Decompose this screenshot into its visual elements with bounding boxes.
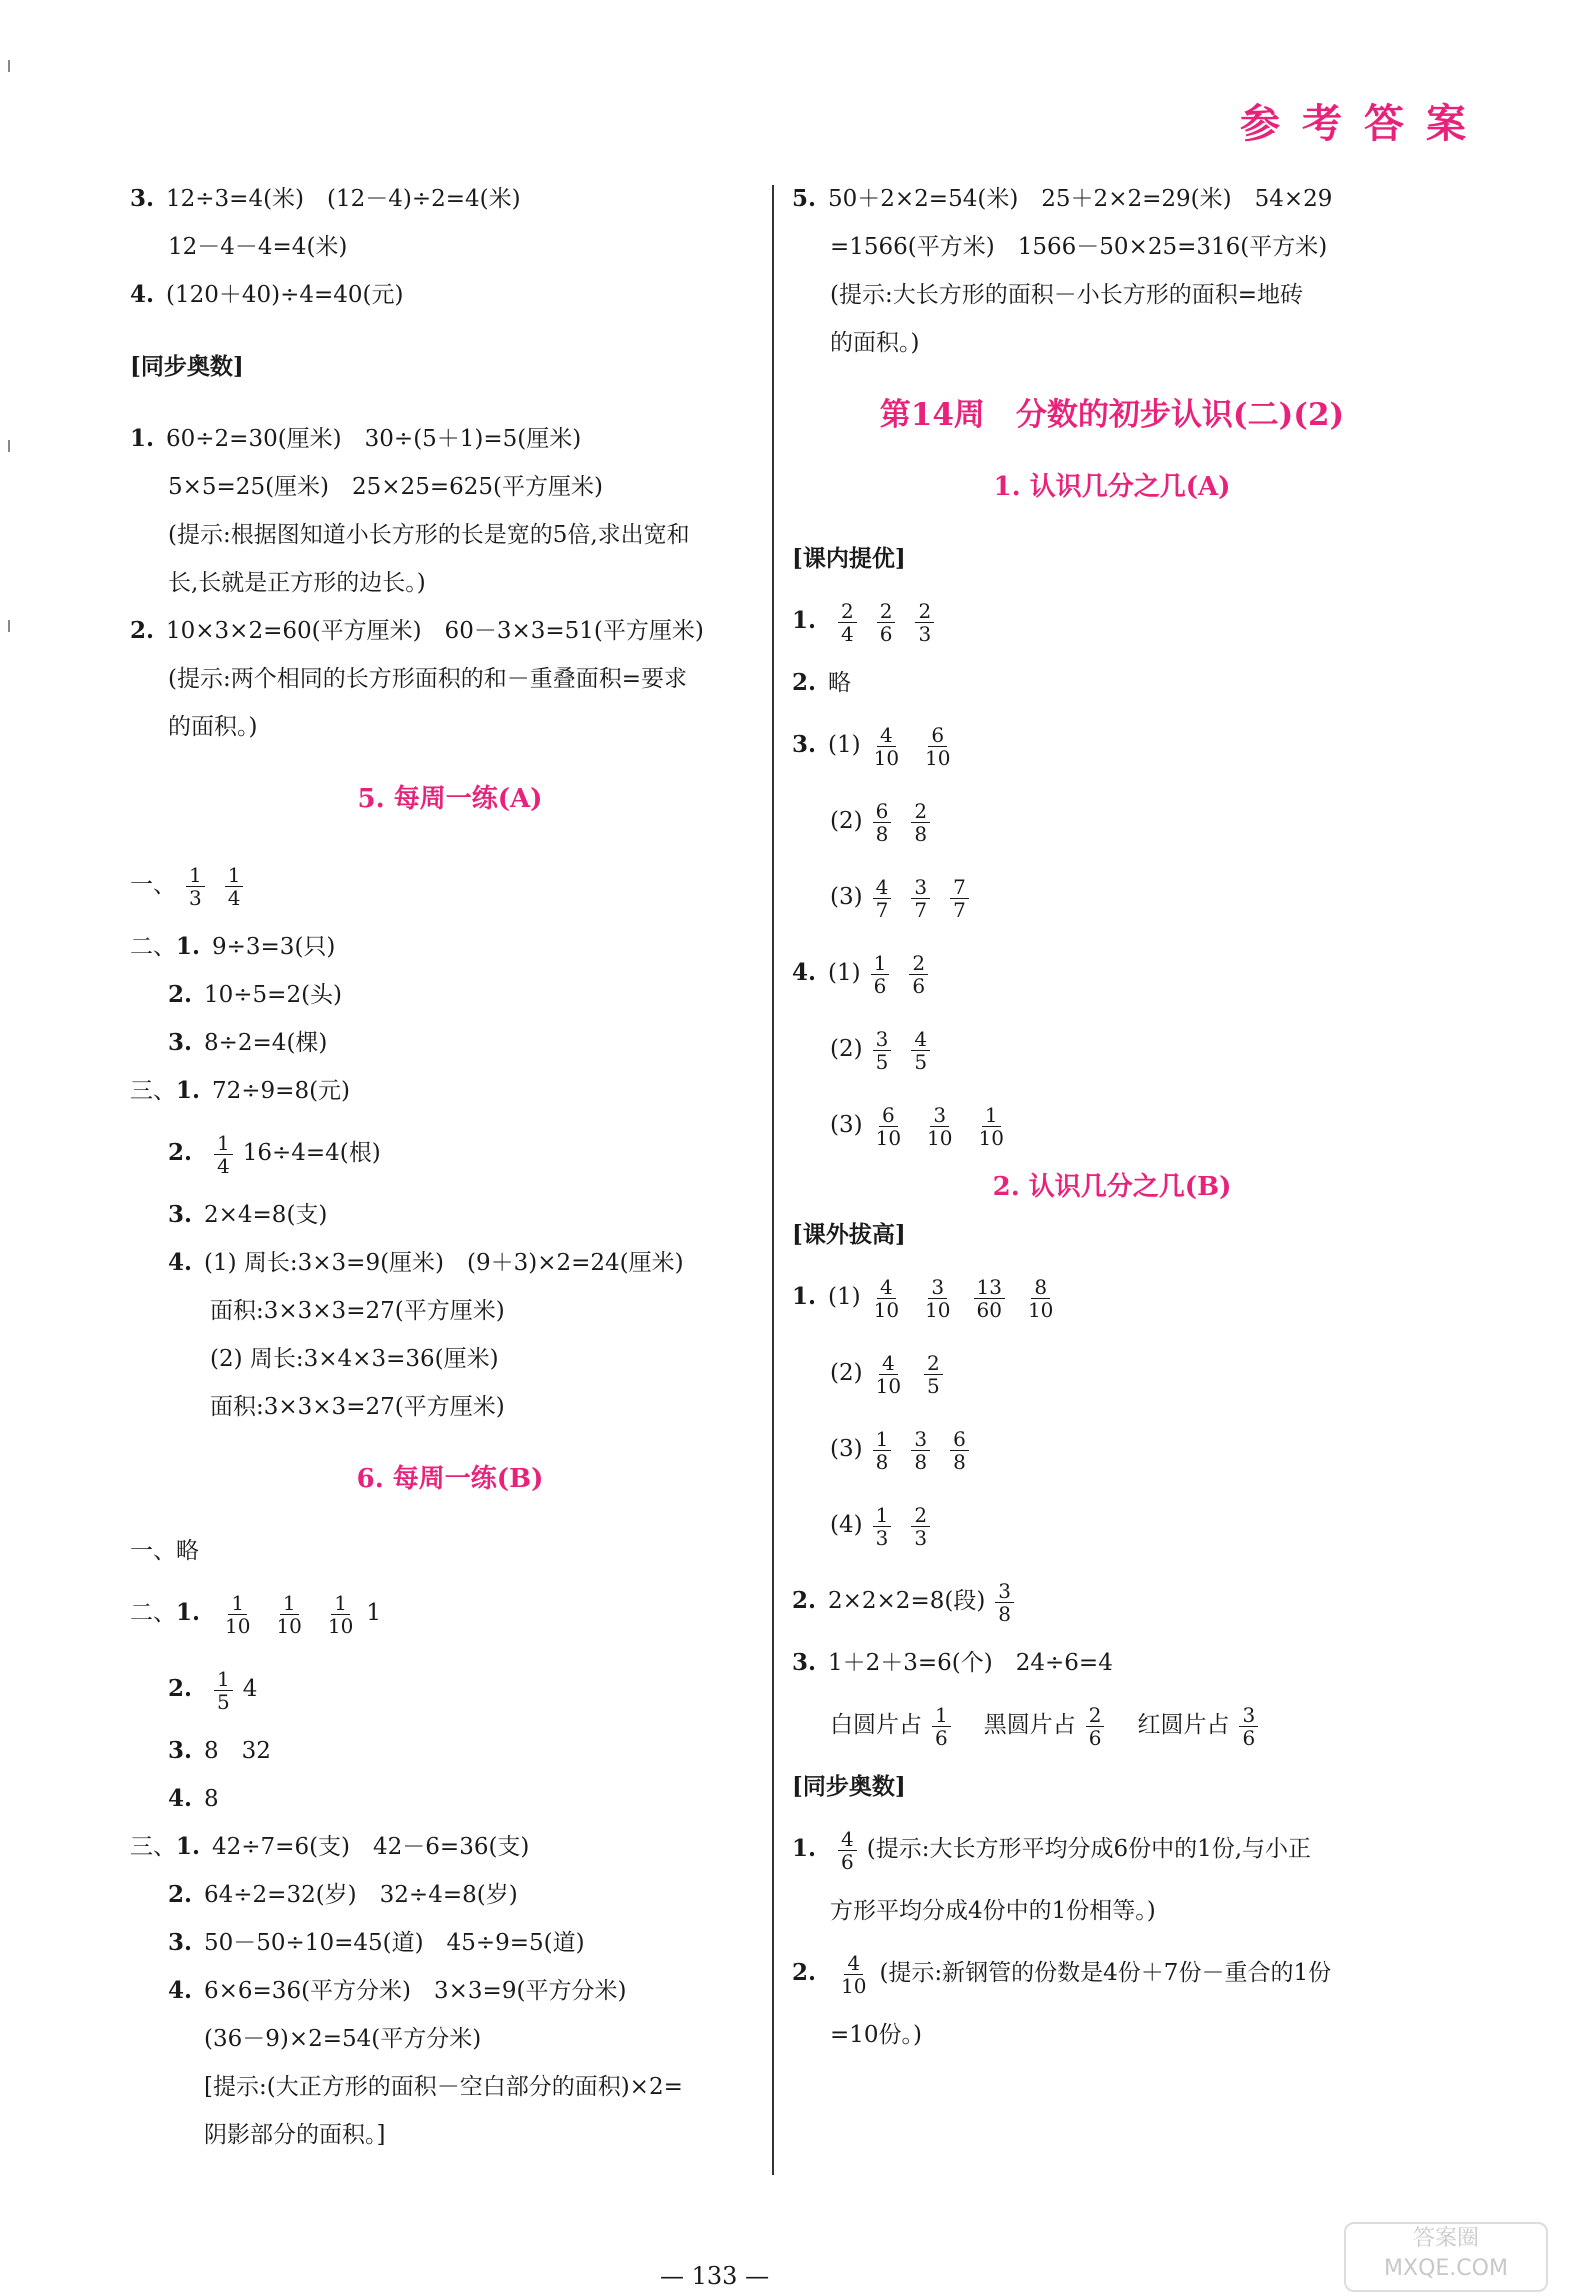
answer-line: 一、 $\frac{1}{3}$ $\frac{1}{4}$ <box>130 847 770 923</box>
section-title: 2. 认识几分之几(B) <box>992 1172 1232 1202</box>
answer-line: 2. $\frac{1}{5}$ 4 <box>168 1666 258 1714</box>
section-title: 1. 认识几分之几(A) <box>993 472 1231 502</box>
hint-line: (提示:两个相同的长方形面积的和－重叠面积=要求 <box>168 666 687 692</box>
answer-line: 1. $\frac{4}{6}$ (提示:大长方形平均分成6份中的1份,与小正 <box>792 1826 1312 1874</box>
answer-line: 3. 1＋2＋3=6(个) 24÷6=4 <box>792 1649 1113 1676</box>
answer-line: 4. 8 <box>168 1785 219 1812</box>
fraction: $\frac{6}{10}$ <box>875 1102 902 1150</box>
fraction: $\frac{2}{5}$ <box>924 1352 943 1397</box>
fraction: $\frac{13}{60}$ <box>974 1276 1005 1321</box>
page-number: — 133 — <box>660 2262 770 2290</box>
answer-line: 3. 50－50÷10=45(道) 45÷9=5(道) <box>168 1929 585 1956</box>
answer-line: 3. 2×4=8(支) <box>168 1201 328 1228</box>
section-title: 6. 每周一练(B) <box>356 1464 544 1494</box>
fraction: $\frac{2}{3}$ <box>915 600 934 645</box>
answer-line: (2) 周长:3×4×3=36(厘米) <box>210 1346 499 1372</box>
watermark-logo: 答案圈 MXQE.COM <box>1344 2222 1548 2292</box>
fraction: $\frac{1}{6}$ <box>871 952 890 997</box>
fraction: $\frac{2}{8}$ <box>911 800 930 845</box>
answer-line: 1. (1) $\frac{4}{10}$ $\frac{3}{10}$ $\frac{13}{60}$ $\frac{8}{10}$ <box>792 1259 1432 1335</box>
margin-mark <box>8 620 10 632</box>
fraction: $\frac{6}{8}$ <box>950 1428 969 1473</box>
fraction: $\frac{3}{8}$ <box>911 1428 930 1473</box>
fraction: $\frac{4}{5}$ <box>911 1028 930 1073</box>
section-label: [课内提优] <box>792 545 906 572</box>
fraction: $\frac{4}{10}$ <box>873 1274 900 1322</box>
margin-mark <box>8 60 10 72</box>
fraction: $\frac{3}{5}$ <box>873 1028 892 1073</box>
answer-line: 2. 64÷2=32(岁) 32÷4=8(岁) <box>168 1881 518 1908</box>
answer-line: 2. $\frac{4}{10}$ (提示:新钢管的份数是4份＋7份－重合的1份 <box>792 1950 1332 1998</box>
answer-line: 2. $\frac{1}{4}$ 16÷4=4(根) <box>168 1130 381 1178</box>
answer-line: 5×5=25(厘米) 25×25=625(平方厘米) <box>168 474 603 500</box>
answer-line: (2) $\frac{4}{10}$ $\frac{2}{5}$ <box>792 1335 1432 1411</box>
answer-line: 一、略 <box>130 1538 199 1564</box>
fraction: $\frac{3}{10}$ <box>925 1274 951 1322</box>
fraction: $\frac{6}{10}$ <box>925 722 951 770</box>
answer-line: 4. (120＋40)÷4=40(元) <box>130 281 404 308</box>
answer-line: 3. 12÷3=4(米) (12－4)÷2=4(米) <box>130 185 521 212</box>
answer-line: 1. 60÷2=30(厘米) 30÷(5＋1)=5(厘米) <box>130 425 582 452</box>
answer-line: 12－4－4=4(米) <box>168 234 348 260</box>
answer-line: 2. 2×2×2=8(段) $\frac{3}{8}$ <box>792 1563 1432 1639</box>
section-label: [同步奥数] <box>792 1773 906 1800</box>
fraction: $\frac{6}{8}$ <box>873 800 892 845</box>
right-column <box>792 175 1432 2059</box>
answer-line: 1. $\frac{2}{4}$ $\frac{2}{6}$ $\frac{2}{3}$ <box>792 583 1432 659</box>
answer-line: 三、1. 72÷9=8(元) <box>130 1077 351 1104</box>
fraction: $\frac{2}{4}$ <box>838 600 857 645</box>
answer-line: (3) $\frac{1}{8}$ $\frac{3}{8}$ $\frac{6}{8}$ <box>792 1411 1432 1487</box>
left-column <box>130 175 770 2159</box>
answer-line: 3. (1) $\frac{4}{10}$ $\frac{6}{10}$ <box>792 707 1432 783</box>
hint-line: 的面积。) <box>168 714 258 740</box>
answer-line: 白圆片占 $\frac{1}{6}$ 黑圆片占 $\frac{2}{6}$ 红圆片占 $\frac{3}{6}$ <box>792 1687 1432 1763</box>
fraction: $\frac{2}{6}$ <box>909 952 928 997</box>
fraction: $\frac{3}{7}$ <box>911 876 930 921</box>
answer-line: (2) $\frac{3}{5}$ $\frac{4}{5}$ <box>792 1011 1432 1087</box>
fraction: $\frac{4}{10}$ <box>875 1350 902 1398</box>
hint-line: 长,长就是正方形的边长。) <box>168 570 426 596</box>
answer-line: 三、1. 42÷7=6(支) 42－6=36(支) <box>130 1833 530 1860</box>
answer-line: 4. 6×6=36(平方分米) 3×3=9(平方分米) <box>168 1977 627 2004</box>
answer-line: 二、1. 9÷3=3(只) <box>130 933 336 960</box>
answer-line: (3) $\frac{6}{10}$ $\frac{3}{10}$ $\frac{1}{10}$ <box>792 1087 1432 1163</box>
answer-line: 二、1. $\frac{1}{10}$ $\frac{1}{10}$ $\frac{1}{10}$ 1 <box>130 1590 381 1638</box>
fraction: $\frac{1}{3}$ <box>873 1504 892 1549</box>
answer-line: 2. 10÷5=2(头) <box>168 981 343 1008</box>
section-label: [课外拔高] <box>792 1221 906 1248</box>
answer-line: (3) $\frac{4}{7}$ $\frac{3}{7}$ $\frac{7}{7}$ <box>792 859 1432 935</box>
answer-line: (2) $\frac{6}{8}$ $\frac{2}{8}$ <box>792 783 1432 859</box>
page-header-title: 参考答案 <box>1240 100 1488 147</box>
fraction: $\frac{4}{10}$ <box>873 722 900 770</box>
answer-line: 2. 10×3×2=60(平方厘米) 60－3×3=51(平方厘米) <box>130 617 704 644</box>
margin-mark <box>8 440 10 452</box>
section-title: 5. 每周一练(A) <box>357 784 543 814</box>
answer-line: 4. (1) 周长:3×3=9(厘米) (9＋3)×2=24(厘米) <box>168 1249 684 1276</box>
section-label: [同步奥数] <box>130 353 244 380</box>
fraction: $\frac{3}{10}$ <box>927 1102 953 1150</box>
answer-line: (4) $\frac{1}{3}$ $\frac{2}{3}$ <box>792 1487 1432 1563</box>
hint-line: =10份。) <box>830 2022 923 2048</box>
fraction: $\frac{2}{3}$ <box>911 1504 930 1549</box>
hint-line: (提示:大长方形的面积－小长方形的面积=地砖 <box>830 282 1303 308</box>
answer-line: 3. 8 32 <box>168 1737 271 1764</box>
hint-line: [提示:(大正方形的面积－空白部分的面积)×2= <box>204 2074 683 2100</box>
fraction: $\frac{1}{8}$ <box>873 1428 892 1473</box>
hint-line: (提示:根据图知道小长方形的长是宽的5倍,求出宽和 <box>168 522 690 548</box>
fraction-group <box>861 950 938 998</box>
fraction: $\frac{2}{6}$ <box>877 600 896 645</box>
fraction: $\frac{7}{7}$ <box>950 876 969 921</box>
answer-line: =1566(平方米) 1566－50×25=316(平方米) <box>830 234 1328 260</box>
answer-line: 面积:3×3×3=27(平方厘米) <box>210 1298 505 1324</box>
hint-line: 阴影部分的面积。] <box>204 2122 386 2148</box>
answer-line: 3. 8÷2=4(棵) <box>168 1029 328 1056</box>
answer-line: 2. 略 <box>792 669 851 696</box>
answer-line: 4. (1) $\frac{1}{6}$ $\frac{2}{6}$ <box>792 935 1432 1011</box>
answer-line: 面积:3×3×3=27(平方厘米) <box>210 1394 505 1420</box>
fraction: $\frac{4}{7}$ <box>873 876 892 921</box>
hint-line: 方形平均分成4份中的1份相等。) <box>830 1898 1156 1924</box>
column-divider <box>772 185 774 2175</box>
fraction: $\frac{8}{10}$ <box>1027 1274 1054 1322</box>
fraction: $\frac{1}{10}$ <box>978 1102 1004 1150</box>
hint-line: 的面积。) <box>830 330 920 356</box>
answer-line: 5. 50＋2×2=54(米) 25＋2×2=29(米) 54×29 <box>792 185 1333 212</box>
answer-line: (36－9)×2=54(平方分米) <box>204 2026 482 2052</box>
week-title: 第14周 分数的初步认识(二)(2) <box>879 397 1345 433</box>
